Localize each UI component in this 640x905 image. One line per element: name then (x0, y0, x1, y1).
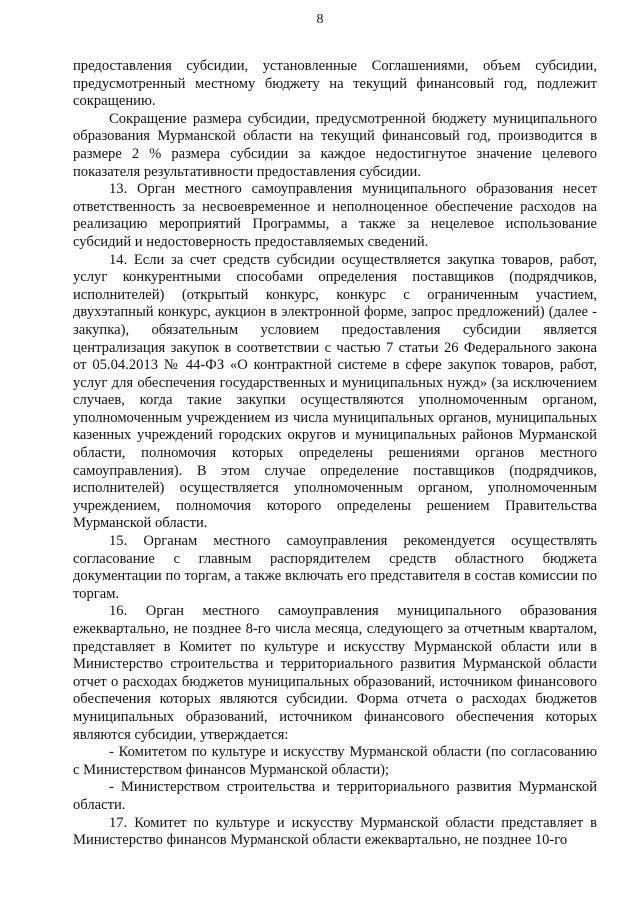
page-number: 8 (316, 12, 324, 27)
paragraph: 14. Если за счет средств субсидии осуществляется закупка товаров, работ, услуг конкурентными способами определения поставщиков (подрядчиков, исполнителей) (открытый конкурс, конкурс с ограниченным участием, двухэтапный конкурс, аукцион в электронной форме, запрос предложений) (далее - закупка), обязательным условием предоставления субсидии является централизация закупок в соответствии с частью 7 статьи 26 Федерального закона от 05.04.2013 № 44-ФЗ «О контрактной системе в сфере закупок товаров, работ, услуг для обеспечения государственных и муниципальных нужд» (за исключением случаев, когда такие закупки осуществляются уполномоченным органом, уполномоченным учреждением из числа муниципальных органов, муниципальных казенных учреждений городских округов и муниципальных районов Мурманской области, полномочия которых определены решениями органов местного самоуправления). В этом случае определение поставщиков (подрядчиков, исполнителей) осуществляется уполномоченным органом, уполномоченным учреждением, полномочия которого определены решением Правительства Мурманской области. (73, 251, 597, 532)
list-item: - Комитетом по культуре и искусству Мурманской области (по согласованию с Министерством финансов Мурманской области); (73, 744, 597, 778)
paragraph: 16. Орган местного самоуправления муниципального образования ежеквартально, не позднее 8-го числа месяца, следующего за отчетным кварталом, представляет в Комитет по культуре и искусству Мурманской области или в Министерство строительства и территориального развития Мурманской области отчет о расходах бюджетов муниципальных образований, источником финансового обеспечения которых являются субсидии. Форма отчета о расходах бюджетов муниципальных образований, источником финансового обеспечения которых являются субсидии, утверждается: (73, 603, 597, 743)
document-body (73, 58, 597, 850)
paragraph: предоставления субсидии, установленные Соглашениями, объем субсидии, предусмотренный местному бюджету на текущий финансовый год, подлежит сокращению. (73, 58, 597, 110)
list-item: - Министерством строительства и территориального развития Мурманской области. (73, 779, 597, 813)
paragraph: 15. Органам местного самоуправления рекомендуется осуществлять согласование с главным распорядителем средств областного бюджета документации по торгам, а также включать его представителя в состав комиссии по торгам. (73, 533, 597, 602)
paragraph: Сокращение размера субсидии, предусмотренной бюджету муниципального образования Мурманской области на текущий финансовый год, производится в размере 2 % размера субсидии за каждое недостигнутое значение целевого показателя результативности предоставления субсидии. (73, 110, 597, 180)
paragraph: 13. Орган местного самоуправления муниципального образования несет ответственность за несвоевременное и неполноценное обеспечение расходов на реализацию мероприятий Программы, а также за нецелевое использование субсидий и недостоверность предоставляемых сведений. (73, 181, 597, 250)
paragraph: 17. Комитет по культуре и искусству Мурманской области представляет в Министерство финансов Мурманской области ежеквартально, не позднее 10-го (73, 814, 597, 849)
